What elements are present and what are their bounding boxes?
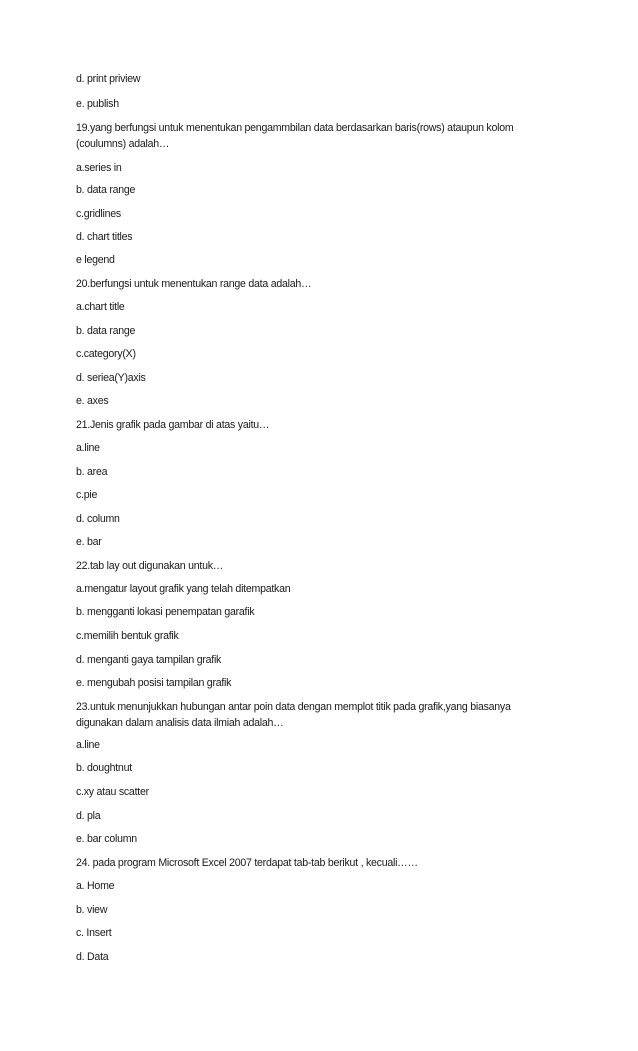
q21-option-e: e. bar: [76, 536, 102, 548]
q21-option-b: b. area: [76, 466, 108, 478]
q24-option-b: b. view: [76, 904, 108, 916]
q21-option-d: d. column: [76, 513, 120, 525]
q21-option-c: c.pie: [76, 489, 98, 501]
q23-option-e: e. bar column: [76, 833, 137, 845]
q20-option-a: a.chart title: [76, 301, 125, 313]
q22-option-a: a.mengatur layout grafik yang telah ditempatkan: [76, 583, 291, 595]
q23-option-d: d. pla: [76, 810, 101, 822]
question-22: 22.tab lay out digunakan untuk…: [76, 560, 224, 572]
q19-option-a: a.series in: [76, 162, 122, 174]
q20-option-d: d. seriea(Y)axis: [76, 372, 146, 384]
q24-option-a: a. Home: [76, 880, 115, 892]
q20-option-b: b. data range: [76, 325, 136, 337]
option-e-publish: e. publish: [76, 98, 119, 110]
question-23: 23.untuk menunjukkan hubungan antar poin data dengan memplot titik pada grafik,yang biasanya digunakan dalam analisis data ilmiah adalah…: [76, 701, 511, 729]
question-20: 20.berfungsi untuk menentukan range data adalah…: [76, 278, 312, 290]
q20-option-e: e. axes: [76, 395, 109, 407]
q24-option-d: d. Data: [76, 951, 109, 963]
q22-option-d: d. menganti gaya tampilan grafik: [76, 654, 222, 666]
q19-option-d: d. chart titles: [76, 231, 133, 243]
q22-option-b: b. mengganti lokasi penempatan garafik: [76, 606, 255, 618]
q19-option-e: e legend: [76, 254, 115, 266]
q22-option-e: e. mengubah posisi tampilan grafik: [76, 677, 232, 689]
q20-option-c: c.category(X): [76, 348, 136, 360]
q24-option-c: c. Insert: [76, 927, 112, 939]
question-24: 24. pada program Microsoft Excel 2007 terdapat tab-tab berikut , kecuali……: [76, 857, 418, 869]
q22-option-c: c.memilih bentuk grafik: [76, 630, 179, 642]
q21-option-a: a.line: [76, 442, 100, 454]
question-21: 21.Jenis grafik pada gambar di atas yaitu…: [76, 419, 270, 431]
q23-option-a: a.line: [76, 739, 100, 751]
option-d-print-priview: d. print priview: [76, 73, 141, 85]
question-19: 19.yang berfungsi untuk menentukan pengammbilan data berdasarkan baris(rows) ataupun kolom (coulumns) adalah…: [76, 122, 514, 150]
q23-option-c: c.xy atau scatter: [76, 786, 149, 798]
q19-option-c: c.gridlines: [76, 208, 121, 220]
q19-option-b: b. data range: [76, 184, 136, 196]
q23-option-b: b. doughtnut: [76, 762, 132, 774]
